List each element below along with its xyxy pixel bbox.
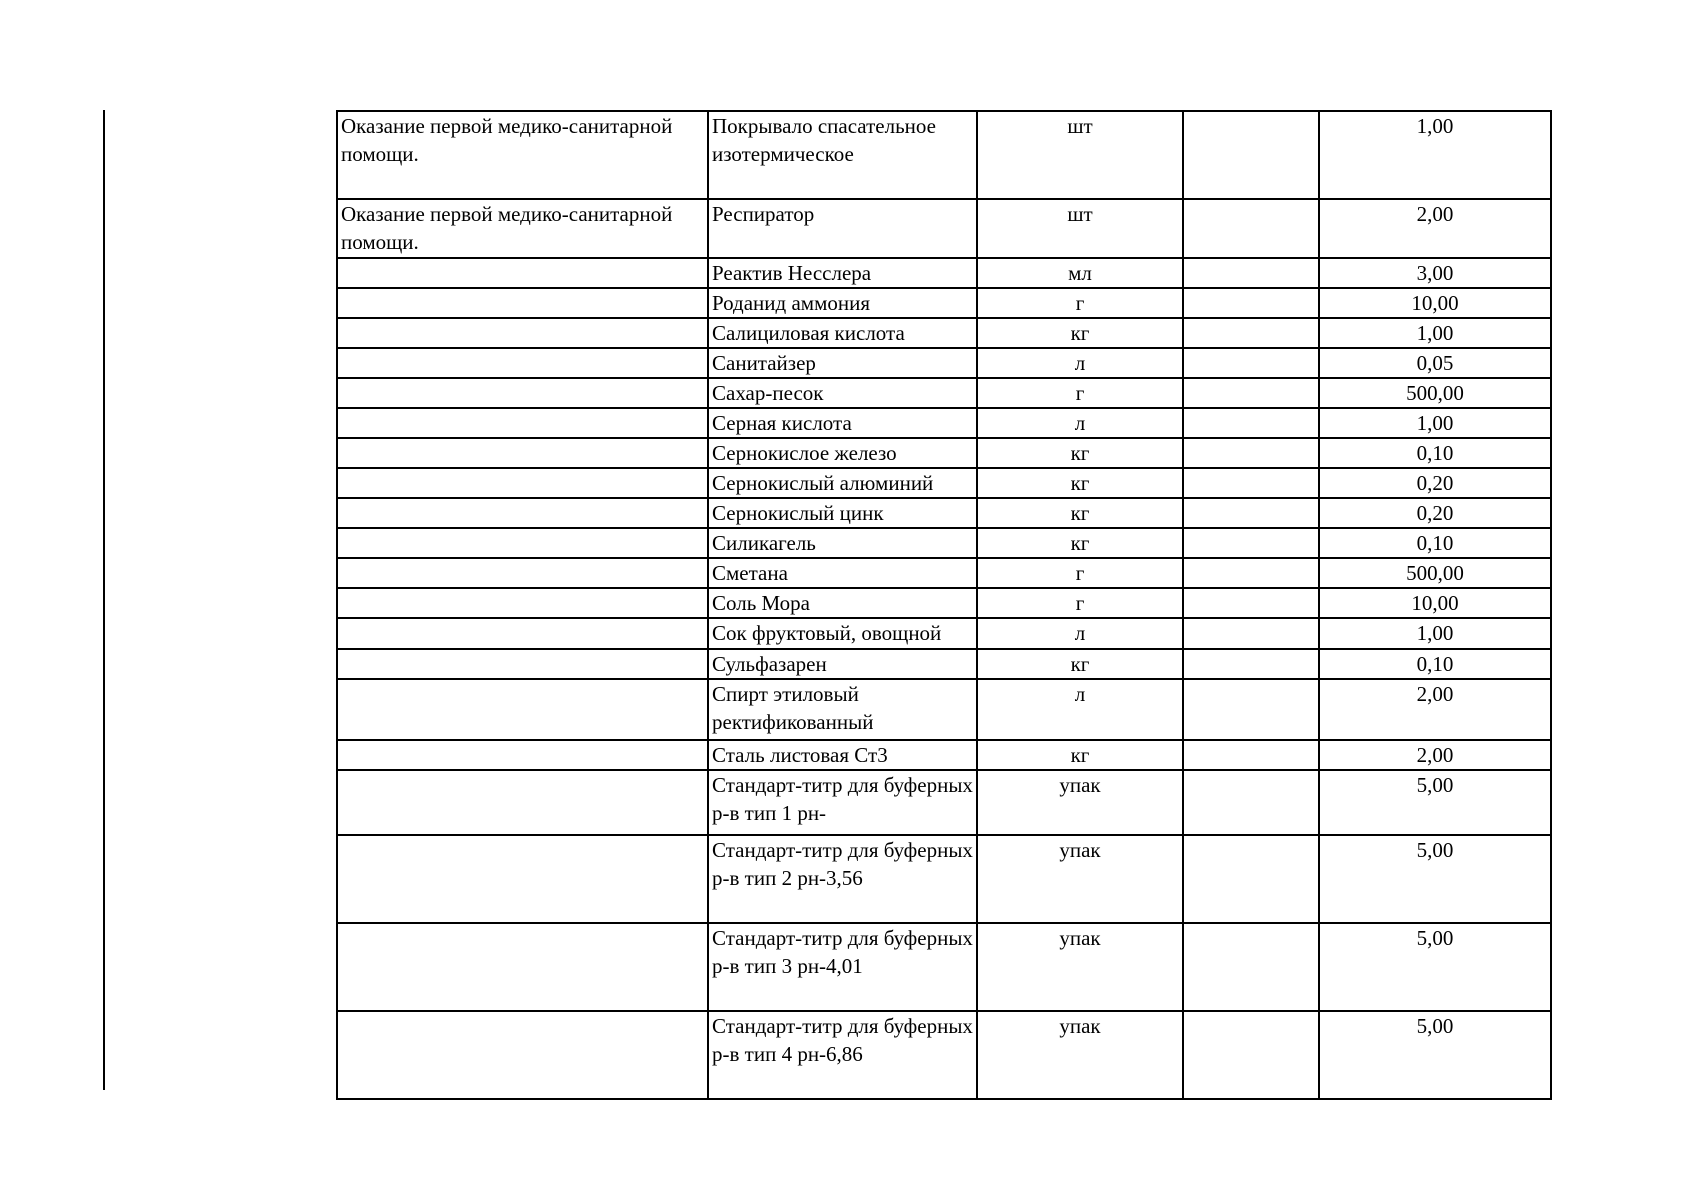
empty-cell bbox=[1183, 318, 1319, 348]
item-name-cell: Стандарт-титр для буферных р-в тип 1 рн- bbox=[708, 770, 977, 835]
section-cell bbox=[337, 348, 708, 378]
section-cell bbox=[337, 438, 708, 468]
item-name-cell: Роданид аммония bbox=[708, 288, 977, 318]
table-row bbox=[337, 468, 1551, 498]
table-row bbox=[337, 438, 1551, 468]
section-cell bbox=[337, 258, 708, 288]
item-name-cell: Стандарт-титр для буферных р-в тип 3 рн-4,01 bbox=[708, 923, 977, 1011]
table-row bbox=[337, 618, 1551, 649]
section-cell: Оказание первой медико-санитарной помощи. bbox=[337, 111, 708, 199]
section-cell bbox=[337, 378, 708, 408]
section-cell: Оказание первой медико-санитарной помощи. bbox=[337, 199, 708, 258]
unit-cell: л bbox=[977, 618, 1183, 649]
table-row bbox=[337, 835, 1551, 923]
empty-cell bbox=[1183, 618, 1319, 649]
quantity-cell: 1,00 bbox=[1319, 111, 1551, 199]
table-row bbox=[337, 318, 1551, 348]
quantity-cell: 5,00 bbox=[1319, 1011, 1551, 1099]
section-cell bbox=[337, 528, 708, 558]
item-name-cell: Сульфазарен bbox=[708, 649, 977, 679]
empty-cell bbox=[1183, 558, 1319, 588]
unit-cell: кг bbox=[977, 528, 1183, 558]
table-row bbox=[337, 679, 1551, 740]
item-name-cell: Стандарт-титр для буферных р-в тип 4 рн-6,86 bbox=[708, 1011, 977, 1099]
item-name-cell: Спирт этиловый ректификованный bbox=[708, 679, 977, 740]
item-name-cell: Сметана bbox=[708, 558, 977, 588]
empty-cell bbox=[1183, 923, 1319, 1011]
item-name-cell: Сок фруктовый, овощной bbox=[708, 618, 977, 649]
empty-cell bbox=[1183, 468, 1319, 498]
item-name-cell: Респиратор bbox=[708, 199, 977, 258]
empty-cell bbox=[1183, 258, 1319, 288]
item-name-cell: Сталь листовая Ст3 bbox=[708, 740, 977, 770]
quantity-cell: 500,00 bbox=[1319, 558, 1551, 588]
quantity-cell: 5,00 bbox=[1319, 770, 1551, 835]
item-name-cell: Стандарт-титр для буферных р-в тип 2 рн-3,56 bbox=[708, 835, 977, 923]
unit-cell: кг bbox=[977, 740, 1183, 770]
table-row bbox=[337, 558, 1551, 588]
unit-cell: кг bbox=[977, 468, 1183, 498]
quantity-cell: 1,00 bbox=[1319, 408, 1551, 438]
empty-cell bbox=[1183, 498, 1319, 528]
empty-cell bbox=[1183, 438, 1319, 468]
quantity-cell: 10,00 bbox=[1319, 588, 1551, 618]
item-name-cell: Сернокислое железо bbox=[708, 438, 977, 468]
unit-cell: л bbox=[977, 348, 1183, 378]
table-row bbox=[337, 408, 1551, 438]
quantity-cell: 0,05 bbox=[1319, 348, 1551, 378]
section-cell bbox=[337, 770, 708, 835]
empty-cell bbox=[1183, 588, 1319, 618]
quantity-cell: 5,00 bbox=[1319, 835, 1551, 923]
unit-cell: упак bbox=[977, 1011, 1183, 1099]
section-cell bbox=[337, 318, 708, 348]
quantity-cell: 2,00 bbox=[1319, 740, 1551, 770]
supplies-table bbox=[336, 110, 1552, 1100]
table-row bbox=[337, 1011, 1551, 1099]
empty-cell bbox=[1183, 111, 1319, 199]
unit-cell: г bbox=[977, 588, 1183, 618]
item-name-cell: Покрывало спасательное изотермическое bbox=[708, 111, 977, 199]
unit-cell: кг bbox=[977, 498, 1183, 528]
quantity-cell: 2,00 bbox=[1319, 199, 1551, 258]
item-name-cell: Сернокислый цинк bbox=[708, 498, 977, 528]
table-row bbox=[337, 770, 1551, 835]
unit-cell: г bbox=[977, 288, 1183, 318]
left-margin-rule bbox=[103, 110, 105, 1090]
item-name-cell: Сахар-песок bbox=[708, 378, 977, 408]
empty-cell bbox=[1183, 770, 1319, 835]
unit-cell: шт bbox=[977, 111, 1183, 199]
section-cell bbox=[337, 618, 708, 649]
empty-cell bbox=[1183, 378, 1319, 408]
unit-cell: упак bbox=[977, 770, 1183, 835]
empty-cell bbox=[1183, 528, 1319, 558]
section-cell bbox=[337, 408, 708, 438]
table-row bbox=[337, 258, 1551, 288]
quantity-cell: 3,00 bbox=[1319, 258, 1551, 288]
quantity-cell: 2,00 bbox=[1319, 679, 1551, 740]
quantity-cell: 0,20 bbox=[1319, 468, 1551, 498]
item-name-cell: Санитайзер bbox=[708, 348, 977, 378]
empty-cell bbox=[1183, 740, 1319, 770]
empty-cell bbox=[1183, 199, 1319, 258]
unit-cell: шт bbox=[977, 199, 1183, 258]
table-row bbox=[337, 111, 1551, 199]
table-row bbox=[337, 588, 1551, 618]
unit-cell: кг bbox=[977, 649, 1183, 679]
empty-cell bbox=[1183, 348, 1319, 378]
section-cell bbox=[337, 288, 708, 318]
item-name-cell: Сернокислый алюминий bbox=[708, 468, 977, 498]
section-cell bbox=[337, 679, 708, 740]
unit-cell: кг bbox=[977, 318, 1183, 348]
section-cell bbox=[337, 740, 708, 770]
item-name-cell: Силикагель bbox=[708, 528, 977, 558]
unit-cell: л bbox=[977, 679, 1183, 740]
empty-cell bbox=[1183, 288, 1319, 318]
quantity-cell: 10,00 bbox=[1319, 288, 1551, 318]
table-row bbox=[337, 378, 1551, 408]
quantity-cell: 0,10 bbox=[1319, 528, 1551, 558]
empty-cell bbox=[1183, 835, 1319, 923]
empty-cell bbox=[1183, 679, 1319, 740]
quantity-cell: 1,00 bbox=[1319, 318, 1551, 348]
section-cell bbox=[337, 649, 708, 679]
section-cell bbox=[337, 498, 708, 528]
quantity-cell: 0,10 bbox=[1319, 438, 1551, 468]
quantity-cell: 0,20 bbox=[1319, 498, 1551, 528]
unit-cell: мл bbox=[977, 258, 1183, 288]
section-cell bbox=[337, 468, 708, 498]
table-row bbox=[337, 740, 1551, 770]
section-cell bbox=[337, 558, 708, 588]
table-row bbox=[337, 923, 1551, 1011]
unit-cell: упак bbox=[977, 923, 1183, 1011]
item-name-cell: Реактив Несслера bbox=[708, 258, 977, 288]
item-name-cell: Серная кислота bbox=[708, 408, 977, 438]
unit-cell: упак bbox=[977, 835, 1183, 923]
table-row bbox=[337, 649, 1551, 679]
table-row bbox=[337, 288, 1551, 318]
quantity-cell: 0,10 bbox=[1319, 649, 1551, 679]
unit-cell: л bbox=[977, 408, 1183, 438]
section-cell bbox=[337, 588, 708, 618]
section-cell bbox=[337, 835, 708, 923]
empty-cell bbox=[1183, 1011, 1319, 1099]
quantity-cell: 5,00 bbox=[1319, 923, 1551, 1011]
section-cell bbox=[337, 1011, 708, 1099]
table-row bbox=[337, 199, 1551, 258]
empty-cell bbox=[1183, 408, 1319, 438]
unit-cell: г bbox=[977, 558, 1183, 588]
table-row bbox=[337, 498, 1551, 528]
item-name-cell: Салициловая кислота bbox=[708, 318, 977, 348]
item-name-cell: Соль Мора bbox=[708, 588, 977, 618]
unit-cell: г bbox=[977, 378, 1183, 408]
unit-cell: кг bbox=[977, 438, 1183, 468]
quantity-cell: 1,00 bbox=[1319, 618, 1551, 649]
table-row bbox=[337, 348, 1551, 378]
empty-cell bbox=[1183, 649, 1319, 679]
quantity-cell: 500,00 bbox=[1319, 378, 1551, 408]
section-cell bbox=[337, 923, 708, 1011]
table-row bbox=[337, 528, 1551, 558]
